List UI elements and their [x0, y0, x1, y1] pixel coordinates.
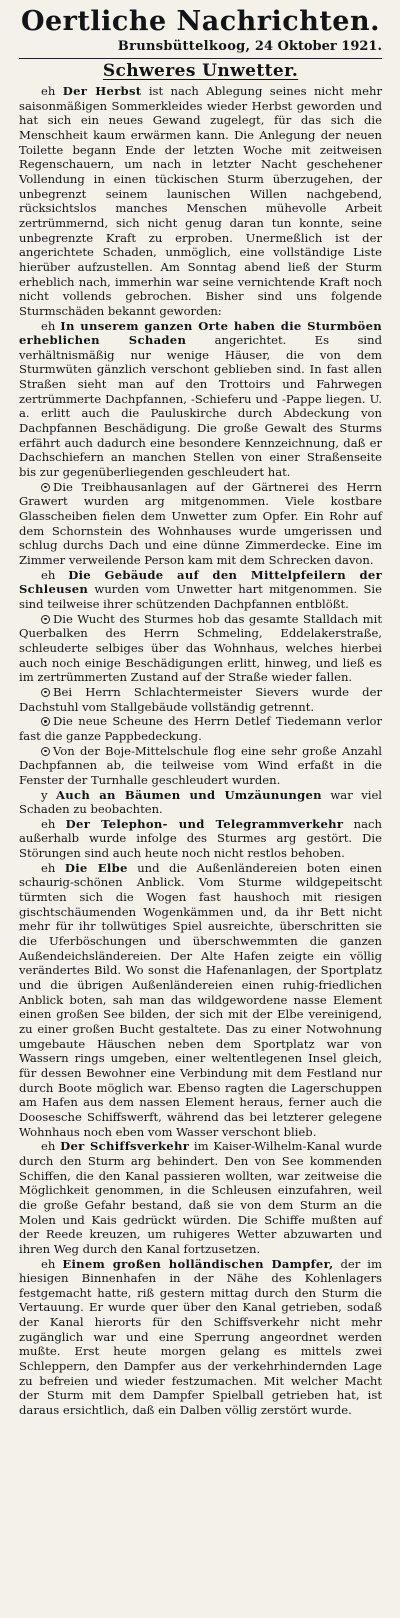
- circled-dot-icon: [41, 747, 50, 756]
- paragraph-lead: Auch an Bäumen und Umzäunungen: [56, 787, 322, 802]
- paragraph-lead: In unserem ganzen Orte haben die Sturmböen erheblichen Schaden: [19, 318, 382, 348]
- paragraph-text: Die Wucht des Sturmes hob das gesamte Stalldach mit Querbalken des Herrn Schmeling, Eddelakerstraße, schleuderte selbiges über das Wohnhaus, welches hierbei auch noch einige Beschädigungen erlitt, hinweg, und ließ es im zertrümmerten Zustand auf der Straße wieder fallen.: [19, 611, 382, 685]
- paragraph-text: ist nach Ablegung seines nicht mehr saisonmäßigen Sommerkleides wieder Herbst geworden und hat sich ein neues Gewand zugelegt, für das sich die Menschheit kaum erwärmen kann. Die Anlegung der neuen Toilette begann Ende der letzten Woche mit zeitweisen Regenschauern, um nach in letzter Nacht geschehener Vollendung in einen tückischen Sturm überzugehen, der unbegrenzt seinem launischen Willen nachgebend, rücksichtslos manches Menschen mühevolle Arbeit zertrümmernd, sich nicht genug daran tun konnte, seine unbegrenzte Kraft zu erproben. Unermeßlich ist der angerichtete Schaden, unmöglich, eine vollständige Liste hierüber aufzustellen. Am Sonntag abend ließ der Sturm erheblich nach, immerhin war seine vernichtende Kraft noch nicht vollends gebrochen. Bisher sind uns folgende Sturmschäden bekannt geworden:: [19, 84, 382, 318]
- paragraph-text: im Kaiser-Wilhelm-Kanal wurde durch den Sturm arg behindert. Den von See kommenden Schiffen, die den Kanal passieren wollten, war zeitweise die Möglichkeit genommen, in die Schleusen einzufahren, weil die große Gefahr bestand, daß sie von dem Sturm an die Molen und Kais gedrückt würden. Die Schiffe mußten auf der Reede kreuzen, um ruhigeres Wetter abzuwarten und ihren Weg durch den Kanal fortzusetzen.: [19, 1139, 383, 1256]
- article-paragraph: [19, 817, 382, 861]
- paragraph-prefix: y: [41, 787, 48, 802]
- article-paragraph: [19, 714, 382, 743]
- paragraph-text: Bei Herrn Schlachtermeister Sievers wurde der Dachstuhl vom Stallgebäude vollständig getrennt.: [19, 684, 382, 714]
- paragraph-prefix: eh: [41, 816, 56, 831]
- paragraph-lead: Einem großen holländischen Dampfer,: [62, 1256, 334, 1271]
- article-paragraph: [19, 319, 382, 480]
- paragraph-text: Die neue Scheune des Herrn Detlef Tiedemann verlor fast die ganze Pappbedeckung.: [19, 714, 382, 743]
- circled-dot-icon: [41, 688, 50, 697]
- masthead-title: Oertliche Nachrichten.: [20, 6, 381, 37]
- article-paragraph: [19, 1257, 382, 1418]
- dateline-date: 24 Oktober 1921.: [254, 39, 382, 54]
- paragraph-text: nach außerhalb wurde infolge des Sturmes arg gestört. Die Störungen sind auch heute noch nicht restlos behoben.: [19, 816, 382, 861]
- article-paragraph: [19, 568, 382, 612]
- article-paragraph: [19, 612, 382, 685]
- paragraph-lead: Die Gebäude auf den Mittelpfeilern der Schleusen: [19, 567, 382, 597]
- paragraph-text: Von der Boje-Mittelschule flog eine sehr große Anzahl Dachpfannen ab, die teilweise vom Wind erfaßt in die Fenster der Turnhalle geschleudert wurden.: [19, 743, 382, 787]
- article-paragraph: [19, 685, 382, 714]
- article-headline: Schweres Unwetter.: [102, 61, 299, 81]
- article-body: [19, 84, 382, 1418]
- header-rule: [19, 58, 382, 59]
- circled-dot-icon: [41, 615, 50, 624]
- paragraph-text: angerichtet. Es sind verhältnismäßig nur wenige Häuser, die von dem Sturmwüten gänzlich verschont geblieben sind. In fast allen Straßen sieht man auf den Trottoirs und Fahrwegen zertrümmerte Dachpfannen, -Schieferu und -Pappe liegen. U. a. erlitt auch die Pauluskirche durch Abdeckung von Dachpfannen Beschädigung. Die große Gewalt des Sturms erfährt auch dadurch eine besondere Kennzeichnung, daß er Dachschiefern an manchen Stellen von einer Straßenseite bis zur gegenüberliegenden geschleudert hat.: [19, 333, 382, 480]
- paragraph-prefix: eh: [41, 860, 56, 875]
- paragraph-text: Die Treibhausanlagen auf der Gärtnerei des Herrn Grawert wurden arg mitgenommen. Viele kostbare Glasscheiben fielen dem Unwetter zum Opfer. Ein Rohr auf dem Schornstein des Wohnhauses wurde umgerissen und schlug durchs Dach und eine dünne Zimmerdecke. Eine im Zimmer verweilende Person kam mit dem Schrecken davon.: [19, 479, 382, 567]
- paragraph-text: und die Außenländereien boten einen schaurig-schönen Anblick. Vom Sturme wildgepeitscht türmten sich die Wogen fast haushoch mit riesigen gischtschäumenden Wogenkämmen und, da ihr Bett nicht mehr für ihr tollwütiges Spiel ausreichte, überschritten sie die Uferböschungen und überschwemmten die ganzen Außendeichsländereien. Der Alte Hafen zeigte ein völlig verändertes Bild. Wo sonst die Hafenanlagen, der Sportplatz und die übrigen Außenländereien einen ruhig-friedlichen Anblick boten, sah man das wildgewordene nasse Element einen großen See bilden, der sich mit der Elbe vereinigend, zu einer großen Bucht gestaltete. Das zu einer Notwohnung umgebaute Häuschen neben dem Sportplatz war von Wassern rings umgeben, einer weltentlegenen Insel gleich, für dessen Bewohner eine Verbindung mit dem Festland nur durch Boote möglich war. Ebenso ragten die Lagerschuppen am Hafen aus dem nassen Element heraus, ferner auch die Doosesche Schiffswerft, während das bei letzterer gelegene Wohnhaus noch eben vom Wasser verschont blieb.: [19, 860, 383, 1139]
- paragraph-lead: Der Schiffsverkehr: [60, 1139, 190, 1154]
- circled-dot-icon: [41, 483, 50, 492]
- dateline-place: Brunsbüttelkoog,: [117, 39, 251, 54]
- paragraph-text: wurden vom Unwetter hart mitgenommen. Sie sind teilweise ihrer schützenden Dachpfannen entblößt.: [19, 582, 382, 611]
- paragraph-text: war viel Schaden zu beobachten.: [19, 787, 383, 817]
- paragraph-text: der im hiesigen Binnenhafen in der Nähe des Kohlenlagers festgemacht hatte, riß gestern mittag durch den Sturm die Vertauung. Er wurde quer über den Kanal getrieben, sodaß der Kanal hierorts für den Schiffsverkehr nicht mehr zugänglich war und eine Sperrung angeordnet werden mußte. Erst heute morgen gelang es mittels zwei Schleppern, den Dampfer aus der verkehrhindernden Lage zu befreien und wieder festzumachen. Mit welcher Macht der Sturm mit dem Dampfer Spielball getrieben hat, ist daraus ersichtlich, daß ein Dalben völlig zerstört wurde.: [19, 1256, 383, 1418]
- paragraph-prefix: eh: [41, 1139, 56, 1154]
- paragraph-lead: Die Elbe: [64, 860, 128, 875]
- paragraph-prefix: eh: [41, 84, 56, 98]
- article-paragraph: [19, 861, 382, 1139]
- circled-dot-icon: [41, 717, 50, 726]
- article-paragraph: [19, 480, 382, 568]
- paragraph-lead: Der Herbst: [62, 84, 142, 98]
- article-paragraph: [19, 1139, 382, 1256]
- paragraph-lead: Der Telephon- und Telegrammverkehr: [65, 816, 344, 831]
- article-paragraph: [19, 84, 382, 319]
- article-paragraph: [19, 788, 382, 817]
- paragraph-prefix: eh: [41, 567, 56, 582]
- article-paragraph: [19, 744, 382, 788]
- paragraph-prefix: eh: [41, 318, 56, 333]
- paragraph-prefix: eh: [41, 1256, 56, 1271]
- dateline: [19, 39, 382, 55]
